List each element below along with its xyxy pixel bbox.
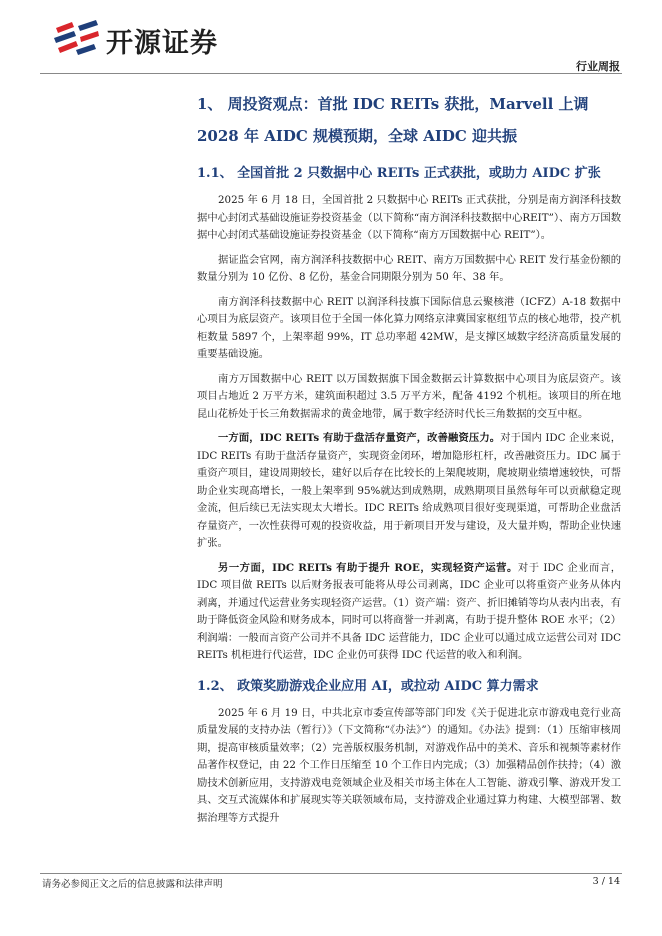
page-number: 3 / 14 — [592, 876, 620, 887]
report-type: 行业周报 — [576, 60, 620, 73]
paragraph-body: 对于 IDC 企业而言，IDC 项目做 REITs 以后财务报表可能将从母公司剥离，IDC 企业可以将重资产业务从体内剥离，并通过代运营业务实现轻资产运营。（1）资产端：资产、折旧摊销等均从表内出表，有助于降低资金风险和财务成本，同时可以将商誉一并剥离，有助于提升整体 ROE 水平；（2）利润端：一般而言资产公司并不具备 IDC 运营能力，IDC 企业可以通过成立运营公司对 IDC REITs 机柜进行代运营，IDC 企业仍可获得 IDC 代运营的收入和利润。 — [197, 561, 621, 661]
company-logo — [52, 20, 218, 60]
paragraph — [197, 560, 621, 665]
paragraph: 2025 年 6 月 18 日，全国首批 2 只数据中心 REITs 正式获批，分别是南方润泽科技数据中心封闭式基础设施证券投资基金（以下简称“南方润泽科技数据中心REIT”）、南方万国数据中心封闭式基础设施证券投资基金（以下简称“南方万国数据中心 REIT”）。 — [197, 194, 621, 241]
paragraph: 据证监会官网，南方润泽科技数据中心 REIT、南方万国数据中心 REIT 发行基金份额的数量分别为 10 亿份、8 亿份，基金合同期限分别为 50 年、38 年。 — [197, 253, 621, 283]
paragraph-lead: 另一方面，IDC REITs 有助于提升 ROE，实现轻资产运营。 — [218, 561, 518, 574]
main-content — [197, 88, 621, 834]
paragraph-body: 对于国内 IDC 企业来说，IDC REITs 有助于盘活存量资产，实现资金闭环，增加隐形杠杆，改善融资压力。IDC 属于重资产项目，建设周期较长，建好以后存在比较长的上架爬坡期，爬坡期业绩增速较快，可帮助企业实现高增长，一般上架率到 95%就达到成熟期，成熟期项目虽然每年可以贡献稳定现金流，但后续已无法实现太大增长。IDC REITs 给成熟项目很好变现渠道，可帮助企业盘活存量资产，一次性获得可观的投资收益，用于新项目开发与建设，及大量并购，帮助企业快速扩张。 — [197, 432, 621, 549]
footer-disclaimer: 请务必参阅正文之后的信息披露和法律声明 — [42, 879, 223, 890]
paragraph: 南方润泽科技数据中心 REIT 以润泽科技旗下国际信息云聚核港（ICFZ）A-18 数据中心项目为底层资产。该项目位于全国一体化算力网络京津冀国家枢纽节点的核心地带，投产机柜数量 5897 个，上架率超 99%，IT 总功率超 42MW，是支撑区域数字经济高质量发展的重要基础设施。 — [197, 295, 621, 360]
paragraph — [197, 430, 621, 553]
paragraph-lead: 一方面，IDC REITs 有助于盘活存量资产，改善融资压力。 — [218, 432, 501, 444]
section-1-1-heading: 1.1、 全国首批 2 只数据中心 REITs 正式获批，或助力 AIDC 扩张 — [197, 166, 601, 181]
header-divider — [40, 73, 622, 74]
section-title: 1、 周投资观点：首批 IDC REITs 获批，Marvell 上调 2028 年 AIDC 规模预期，全球 AIDC 迎共振 — [197, 95, 589, 145]
footer-divider — [40, 873, 622, 874]
kaiyuan-logo-icon — [52, 20, 100, 60]
paragraph: 2025 年 6 月 19 日，中共北京市委宣传部等部门印发《关于促进北京市游戏电竞行业高质量发展的支持办法（暂行）》（下文简称“《办法》”）的通知。《办法》提到：（1）压缩审核周期，提高审核质量效率；（2）完善版权服务机制，对游戏作品中的美术、音乐和视频等素材作品著作权登记，由 22 个工作日压缩至 10 个工作日内完成；（3）加强精品创作扶持；（4）激励技术创新应用，支持游戏电竞领域企业及相关市场主体在人工智能、游戏引擎、游戏开发工具、交互式流媒体和扩展现实等关联领域布局，支持游戏企业通过算力构建、大模型部署、数据治理等方式提升 — [197, 706, 621, 824]
paragraph: 南方万国数据中心 REIT 以万国数据旗下国金数据云计算数据中心项目为底层资产。该项目占地近 2 万平方米，建筑面积超过 3.5 万平方米，配备 4192 个机柜。该项目的所在地昆山花桥处于长三角数据需求的黄金地带，属于数字经济时代长三角数据的交互中枢。 — [197, 372, 621, 420]
logo-text: 开源证券 — [106, 27, 218, 59]
section-1-2-heading: 1.2、 政策奖励游戏企业应用 AI，或拉动 AIDC 算力需求 — [197, 678, 539, 694]
